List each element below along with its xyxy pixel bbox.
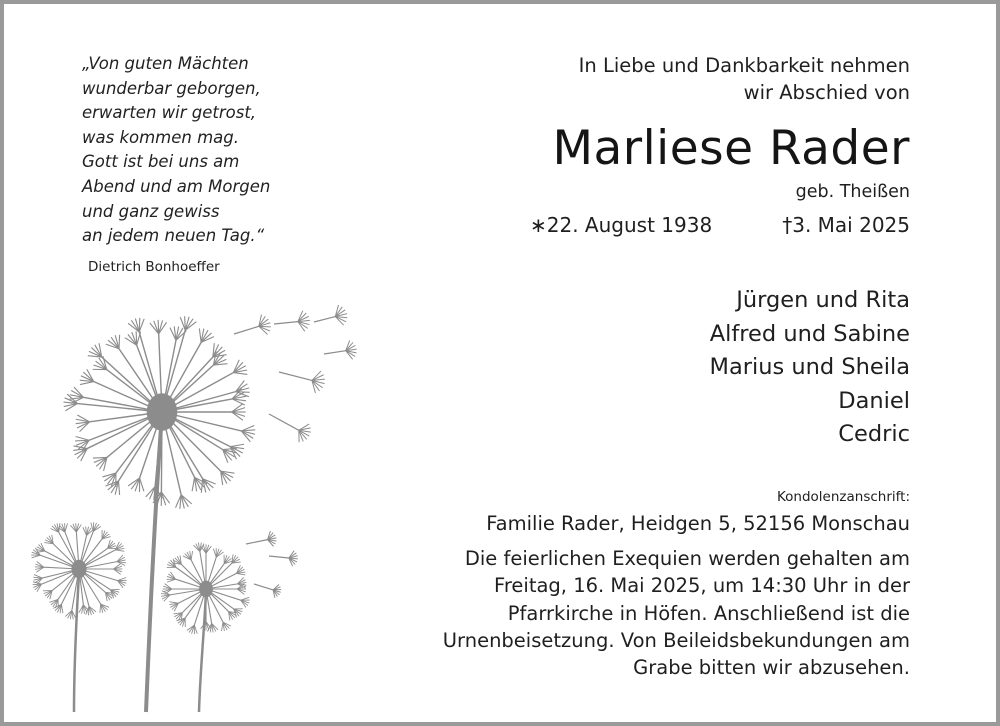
family-member: Cedric xyxy=(838,421,910,447)
quote-block xyxy=(82,52,342,249)
condolence-address: Familie Rader, Heidgen 5, 52156 Monschau xyxy=(486,512,910,535)
quote-line: Gott ist bei uns am xyxy=(82,152,240,172)
service-line: Grabe bitten wir abzusehen. xyxy=(633,656,910,680)
quote-line: an jedem neuen Tag.“ xyxy=(82,226,265,246)
family-member: Daniel xyxy=(838,387,910,414)
family-member: Alfred und Sabine xyxy=(709,320,910,347)
life-dates xyxy=(530,211,910,239)
birth-date: ∗22. August 1938 xyxy=(530,213,713,237)
quote-line: Abend und am Morgen xyxy=(82,176,271,196)
quote-author: Dietrich Bonhoeffer xyxy=(88,259,220,275)
quote-line: wunderbar geborgen, xyxy=(82,78,261,98)
quote-line: „Von guten Mächten xyxy=(82,54,249,73)
family-list xyxy=(710,284,910,452)
service-line: Pfarrkirche in Höfen. Anschließend ist die xyxy=(507,601,910,625)
service-line: Urnenbeisetzung. Von Beileidsbekundungen am xyxy=(442,628,910,652)
family-member: Marius und Sheila xyxy=(709,354,910,380)
deceased-name: Marliese Rader xyxy=(552,121,910,176)
family-member: Jürgen und Rita xyxy=(736,287,910,313)
quote-line: erwarten wir getrost, xyxy=(82,103,257,123)
service-info xyxy=(443,545,910,681)
maiden-name: geb. Theißen xyxy=(795,182,910,202)
dandelion-illustration-icon xyxy=(24,294,384,714)
quote-line: und ganz gewiss xyxy=(82,201,220,221)
quote-line: was kommen mag. xyxy=(82,127,239,147)
service-line: Freitag, 16. Mai 2025, um 14:30 Uhr in der xyxy=(494,574,910,598)
intro-line: In Liebe und Dankbarkeit nehmen xyxy=(578,54,910,77)
service-line: Die feierlichen Exequien werden gehalten am xyxy=(464,547,910,570)
death-date: †3. Mai 2025 xyxy=(782,213,910,237)
condolence-label: Kondolenzanschrift: xyxy=(776,489,910,505)
intro-text xyxy=(579,52,910,106)
intro-line: wir Abschied von xyxy=(743,81,910,104)
